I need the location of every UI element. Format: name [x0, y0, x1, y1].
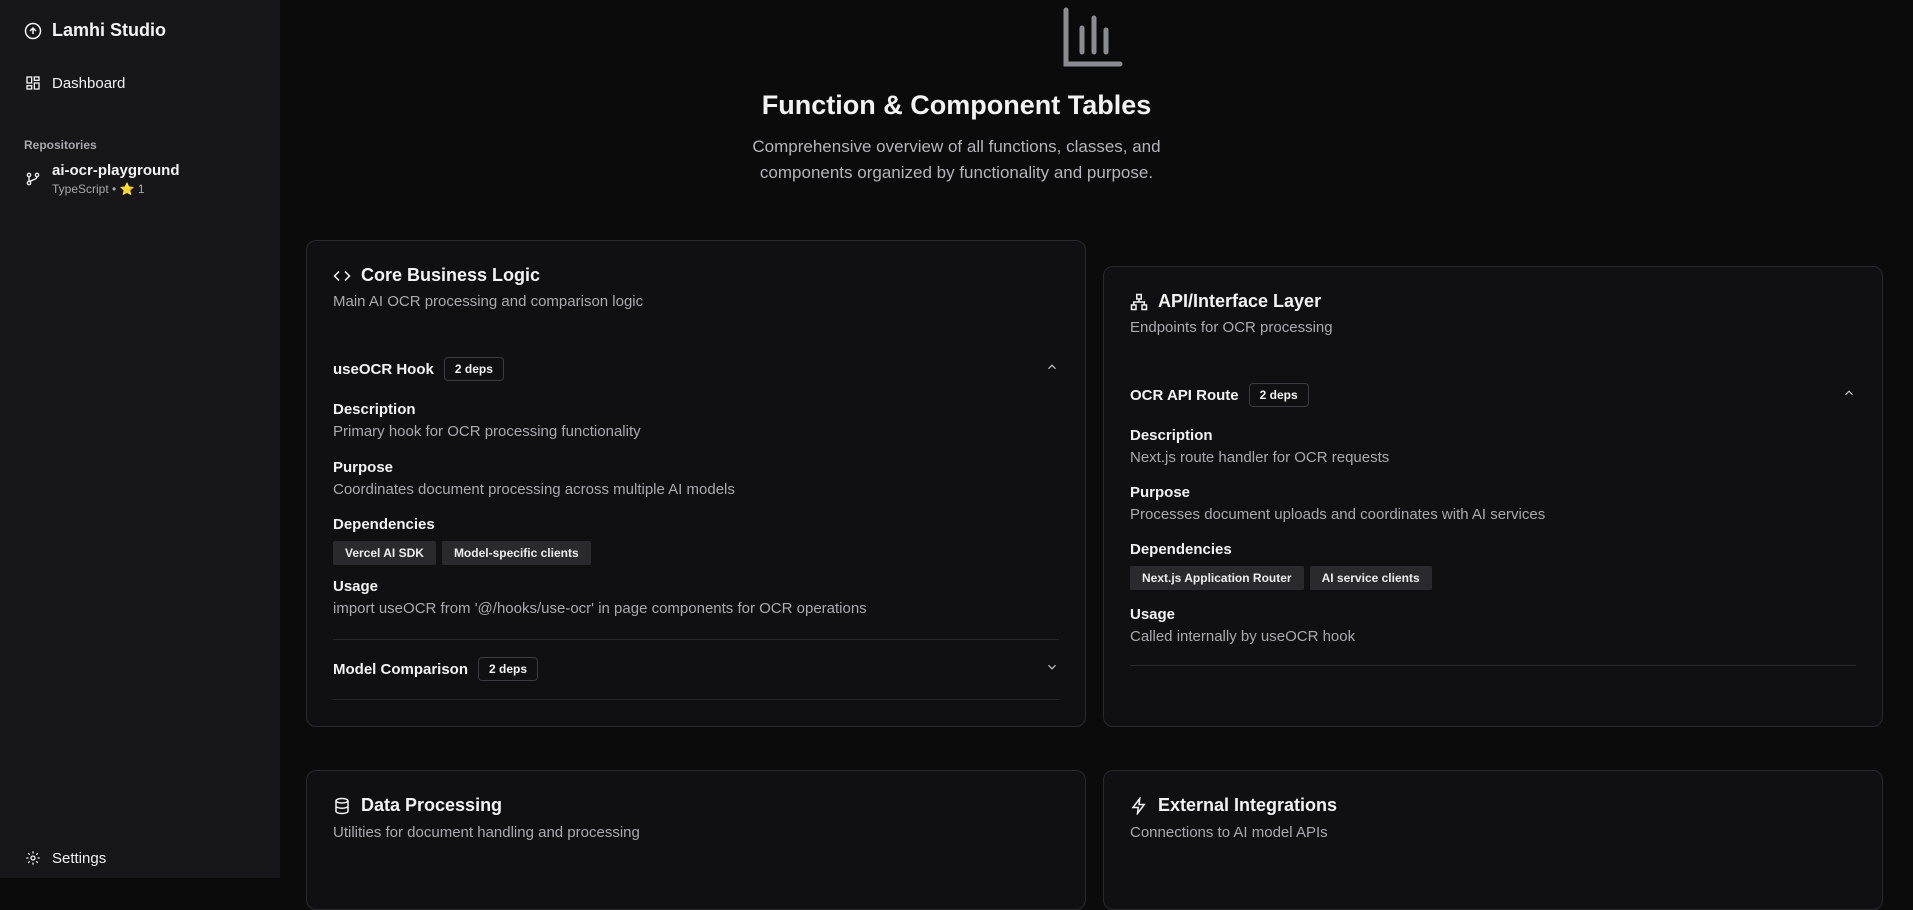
card-data-processing	[306, 770, 1086, 910]
usage-label: Usage	[333, 578, 379, 595]
accordion-ocr-api-route[interactable]	[1130, 382, 1856, 408]
deps-badge: 2 deps	[478, 657, 538, 681]
card-title: Core Business Logic	[361, 265, 541, 285]
dependency-tag: Model-specific clients	[442, 541, 591, 565]
item-title: Model Comparison	[333, 660, 469, 678]
chevron-up-icon	[1045, 360, 1059, 379]
card-title: Data Processing	[361, 795, 503, 815]
card-header	[1130, 795, 1337, 816]
card-title: External Integrations	[1158, 795, 1338, 815]
dependency-tag: Next.js Application Router	[1130, 566, 1304, 590]
card-header	[1130, 291, 1321, 312]
nav-dashboard-label: Dashboard	[52, 74, 126, 92]
page-subtitle	[0, 134, 1913, 186]
card-header	[333, 265, 540, 286]
brand[interactable]	[24, 20, 166, 41]
gear-icon	[24, 849, 42, 867]
purpose-text: Processes document uploads and coordinates with AI services	[1130, 506, 1546, 523]
dependency-tag: AI service clients	[1310, 566, 1432, 590]
accordion-model-comparison[interactable]	[333, 656, 1059, 682]
arrow-up-circle-icon	[24, 22, 42, 40]
usage-text: import useOCR from '@/hooks/use-ocr' in page components for OCR operations	[333, 600, 867, 617]
dependencies-label: Dependencies	[333, 516, 435, 533]
item-title: useOCR Hook	[333, 360, 434, 378]
card-description: Endpoints for OCR processing	[1130, 319, 1333, 336]
chevron-down-icon	[1045, 660, 1059, 679]
card-description: Utilities for document handling and processing	[333, 824, 640, 841]
dependencies-label: Dependencies	[1130, 541, 1232, 558]
description-label: Description	[1130, 427, 1213, 444]
divider	[333, 699, 1059, 700]
divider	[1130, 665, 1856, 666]
nav-settings-label: Settings	[52, 849, 107, 867]
accordion-useocr-hook[interactable]	[333, 356, 1059, 382]
brand-name: Lamhi Studio	[52, 20, 166, 40]
usage-label: Usage	[1130, 606, 1176, 623]
dependency-list	[333, 541, 591, 565]
card-core-business-logic	[306, 240, 1086, 727]
card-header	[333, 795, 502, 816]
item-title: OCR API Route	[1130, 386, 1239, 404]
deps-badge: 2 deps	[444, 357, 504, 381]
database-icon	[333, 797, 351, 815]
purpose-label: Purpose	[1130, 484, 1191, 501]
sidebar	[0, 0, 280, 878]
card-title: API/Interface Layer	[1158, 291, 1322, 311]
card-api-interface-layer	[1103, 266, 1883, 727]
nav-settings[interactable]	[24, 849, 106, 867]
description-text: Next.js route handler for OCR requests	[1130, 449, 1390, 466]
bar-chart-icon	[1062, 6, 1124, 73]
description-text: Primary hook for OCR processing functionality	[333, 423, 641, 440]
description-label: Description	[333, 401, 416, 418]
purpose-text: Coordinates document processing across multiple AI models	[333, 481, 735, 498]
chevron-up-icon	[1842, 386, 1856, 405]
deps-badge: 2 deps	[1249, 383, 1309, 407]
repo-meta: TypeScript • ⭐ 1	[52, 182, 145, 196]
usage-text: Called internally by useOCR hook	[1130, 628, 1356, 645]
page-title: Function & Component Tables	[761, 90, 1152, 120]
card-description: Main AI OCR processing and comparison logic	[333, 293, 644, 310]
subtitle-line-2: components organized by functionality and purpose.	[759, 163, 1154, 182]
code-icon	[333, 267, 351, 285]
repo-name: ai-ocr-playground	[52, 162, 180, 179]
repositories-label: Repositories	[24, 138, 97, 152]
network-icon	[1130, 293, 1148, 311]
dependency-tag: Vercel AI SDK	[333, 541, 436, 565]
card-external-integrations	[1103, 770, 1883, 910]
lightning-icon	[1130, 797, 1148, 815]
purpose-label: Purpose	[333, 459, 394, 476]
divider	[333, 639, 1059, 640]
card-description: Connections to AI model APIs	[1130, 824, 1328, 841]
subtitle-line-1: Comprehensive overview of all functions, classes, and	[752, 137, 1161, 156]
dependency-list	[1130, 566, 1432, 590]
